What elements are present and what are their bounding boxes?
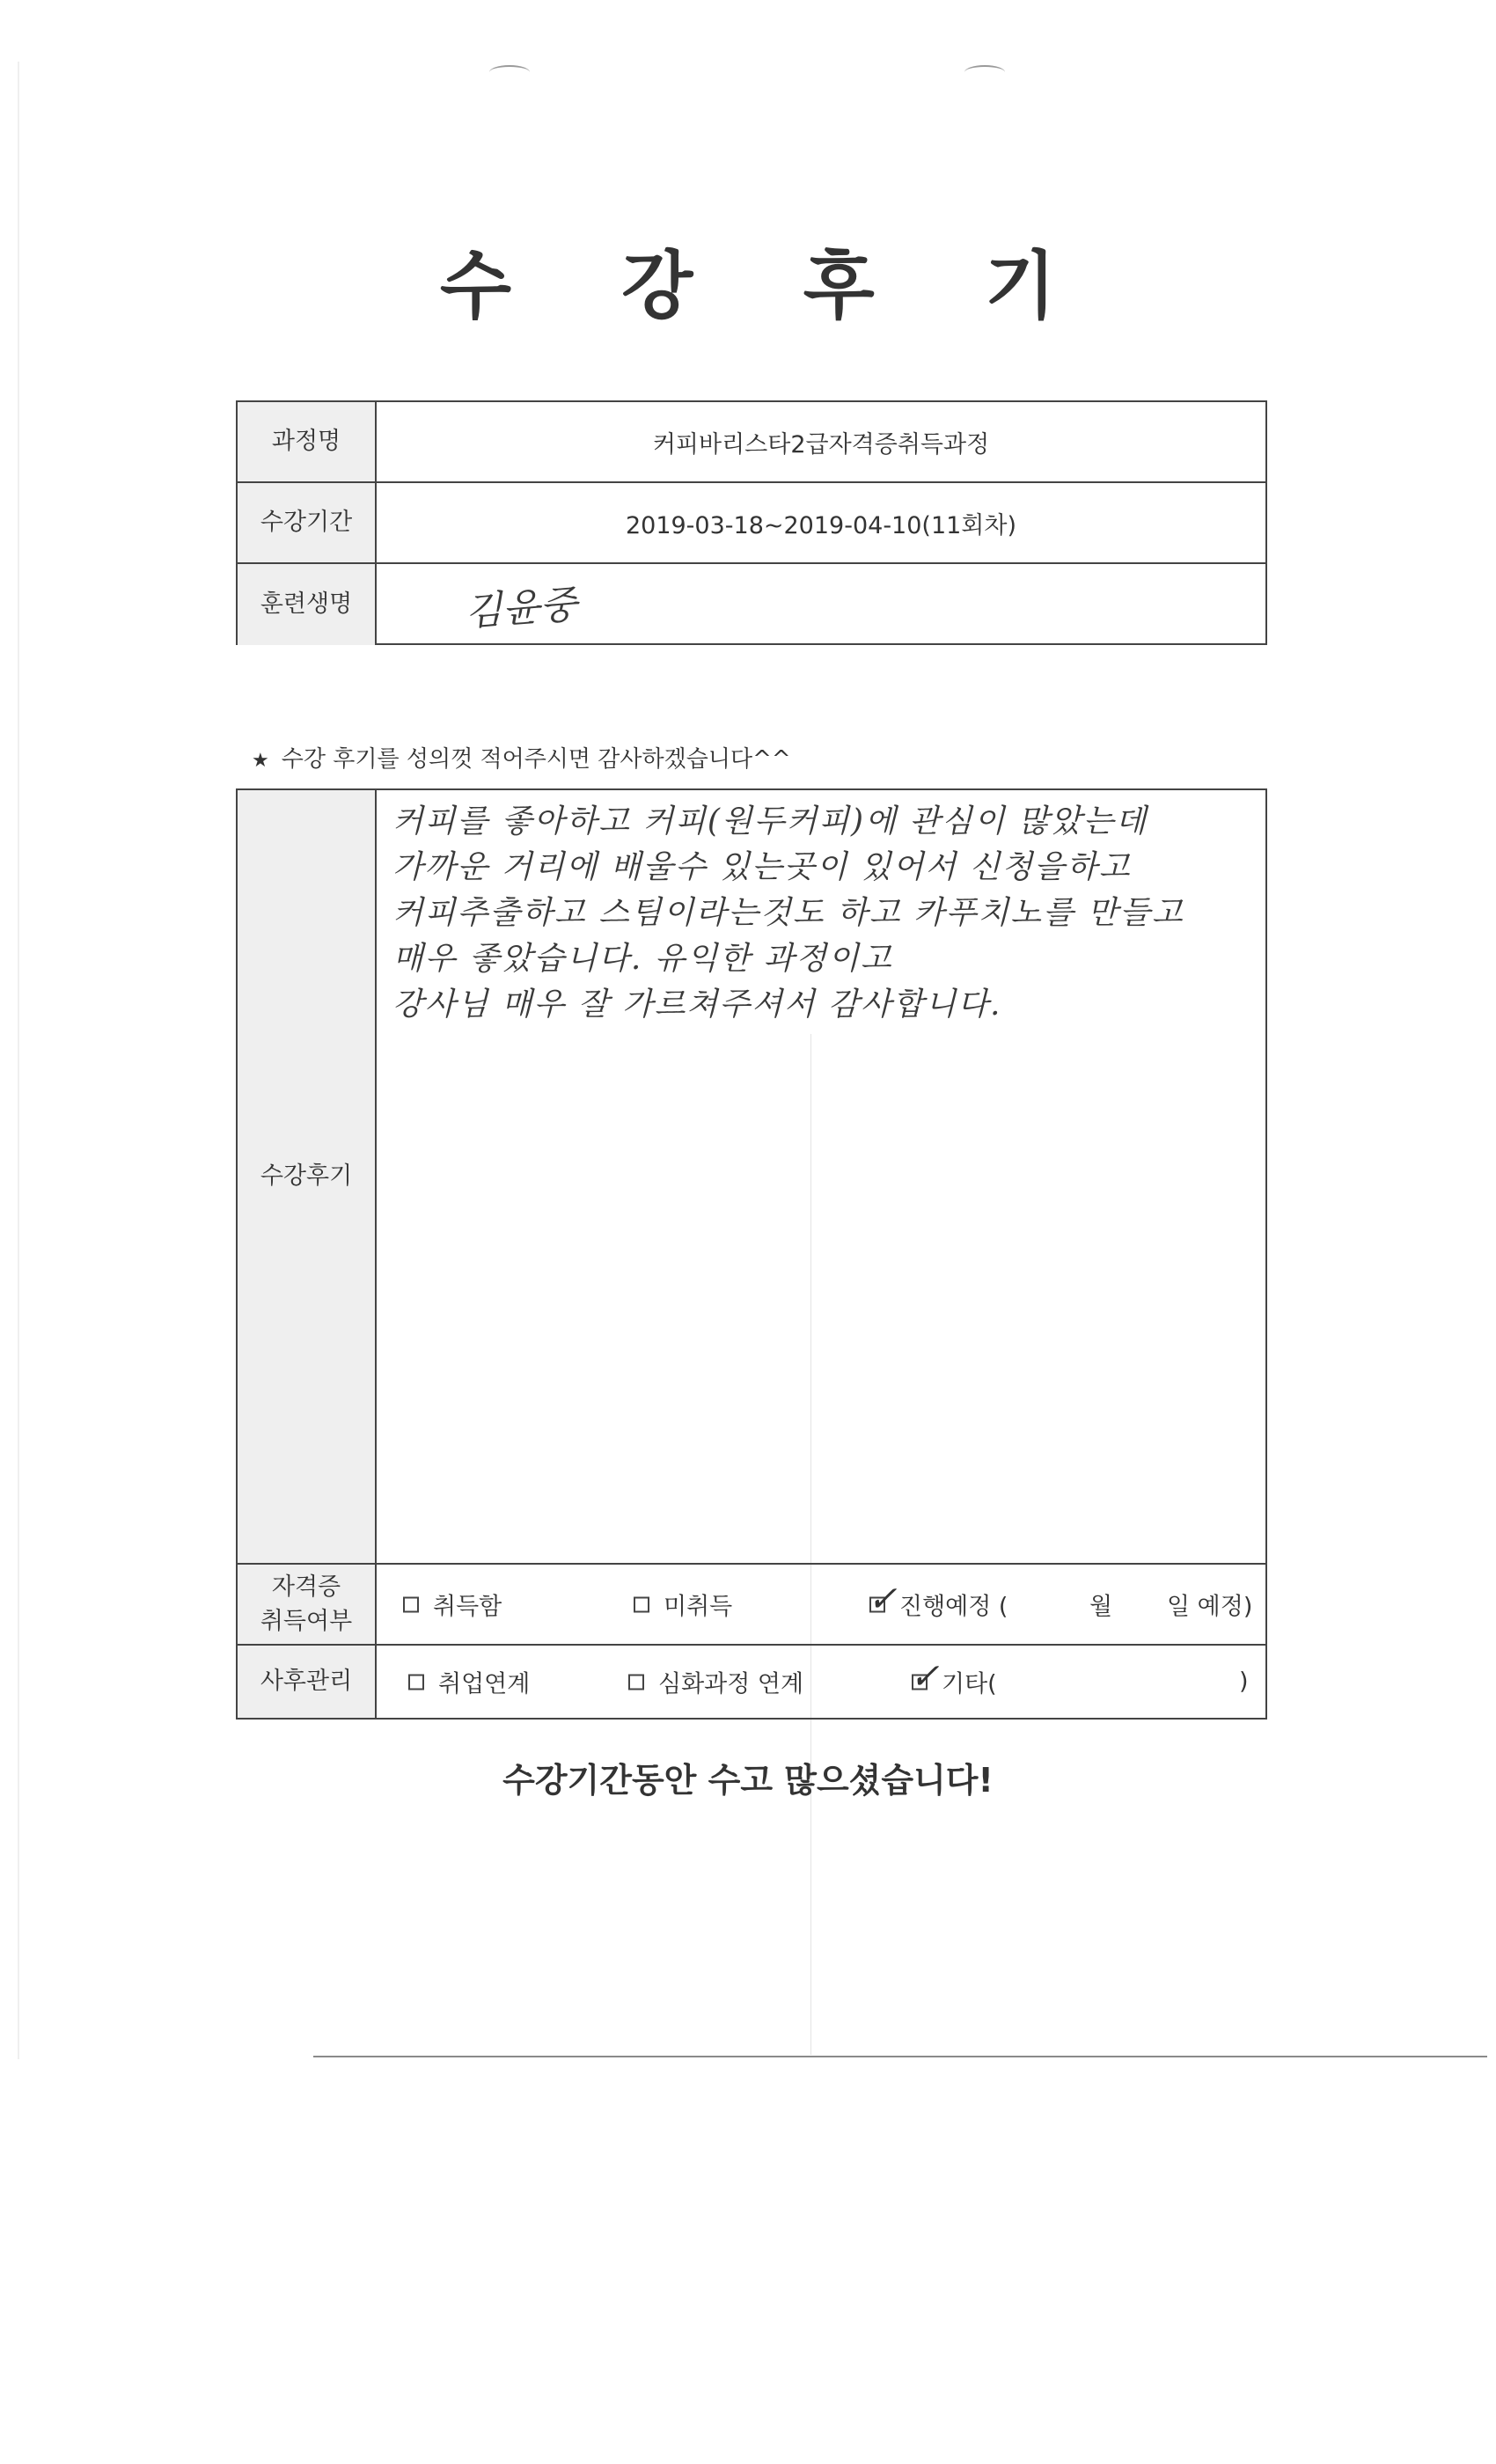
aftercare-option-advanced[interactable] (628, 1665, 803, 1699)
trainee-value (377, 564, 1265, 645)
certification-options (377, 1565, 1265, 1644)
aftercare-options (377, 1646, 1265, 1718)
cert-option-scheduled[interactable] (868, 1579, 1008, 1622)
notice-text (252, 741, 791, 774)
scan-mark-left (489, 65, 530, 79)
review-line: 매우 좋았습니다. 유익한 과정이고 (392, 941, 893, 977)
trainee-signature: 김윤중 (463, 582, 579, 635)
check-mark-icon: ✓ (910, 1656, 940, 1697)
course-row (238, 402, 1265, 483)
certification-label (238, 1565, 377, 1644)
aftercare-label: 사후관리 (238, 1646, 377, 1718)
period-value: 2019-03-18~2019-04-10(11회차) (625, 511, 1017, 539)
cert-option-obtained[interactable] (403, 1588, 502, 1622)
cert-month-label: 월 (1089, 1593, 1113, 1621)
aftercare-option-other[interactable] (910, 1656, 997, 1699)
cert-option-not-obtained-label: 미취득 (664, 1593, 733, 1621)
checkbox-scheduled[interactable] (868, 1579, 898, 1619)
check-mark-icon: ✓ (868, 1579, 898, 1619)
review-handwriting (377, 790, 1265, 1028)
aftercare-option-advanced-label: 심화과정 연계 (658, 1670, 804, 1698)
course-value: 커피바리스타2급자격증취득과정 (652, 430, 990, 458)
review-row (238, 790, 1265, 1565)
review-line: 커피를 좋아하고 커피(원두커피)에 관심이 많았는데 (392, 803, 1148, 840)
cert-option-obtained-label: 취득함 (433, 1593, 502, 1621)
review-label: 수강후기 (238, 790, 377, 1563)
notice-label: 수강 후기를 성의껏 적어주시면 감사하겠습니다^^ (281, 746, 791, 773)
review-table (236, 788, 1267, 1720)
footer-message: 수강기간동안 수고 많으셨습니다! (502, 1761, 994, 1800)
period-label: 수강기간 (238, 483, 377, 562)
trainee-row (238, 564, 1265, 645)
review-line: 커피추출하고 스팀이라는것도 하고 카푸치노를 만들고 (392, 895, 1184, 931)
review-content (377, 790, 1265, 1563)
course-label: 과정명 (238, 402, 377, 481)
star-icon: ★ (252, 750, 269, 772)
certification-label-line2: 취득여부 (260, 1608, 353, 1635)
aftercare-option-other-label: 기타( (942, 1670, 997, 1698)
period-row (238, 483, 1265, 564)
trainee-label: 훈련생명 (238, 564, 377, 645)
checkbox-not-obtained[interactable] (634, 1596, 649, 1612)
info-table (236, 400, 1267, 645)
certification-row (238, 1565, 1265, 1646)
checkbox-employment[interactable] (408, 1674, 424, 1690)
aftercare-option-employment[interactable] (408, 1665, 530, 1699)
cert-option-scheduled-label: 진행예정 ( (899, 1593, 1008, 1621)
checkbox-advanced[interactable] (628, 1674, 644, 1690)
cert-day-label: 일 예정) (1167, 1593, 1253, 1621)
review-line: 강사님 매우 잘 가르쳐주셔서 감사합니다. (392, 986, 1002, 1023)
checkbox-obtained[interactable] (403, 1596, 419, 1612)
aftercare-close-paren: ) (1239, 1668, 1249, 1696)
review-line: 가까운 거리에 배울수 있는곳이 있어서 신청을하고 (392, 849, 1132, 885)
aftercare-row (238, 1646, 1265, 1718)
document-title: 수 강 후 기 (439, 243, 1099, 329)
aftercare-option-employment-label: 취업연계 (438, 1670, 531, 1698)
scan-mark-right (964, 65, 1005, 79)
checkbox-other[interactable] (910, 1656, 940, 1697)
certification-label-line1: 자격증 (271, 1573, 341, 1601)
scan-edge-bottom (313, 2056, 1487, 2057)
cert-option-not-obtained[interactable] (634, 1588, 732, 1622)
